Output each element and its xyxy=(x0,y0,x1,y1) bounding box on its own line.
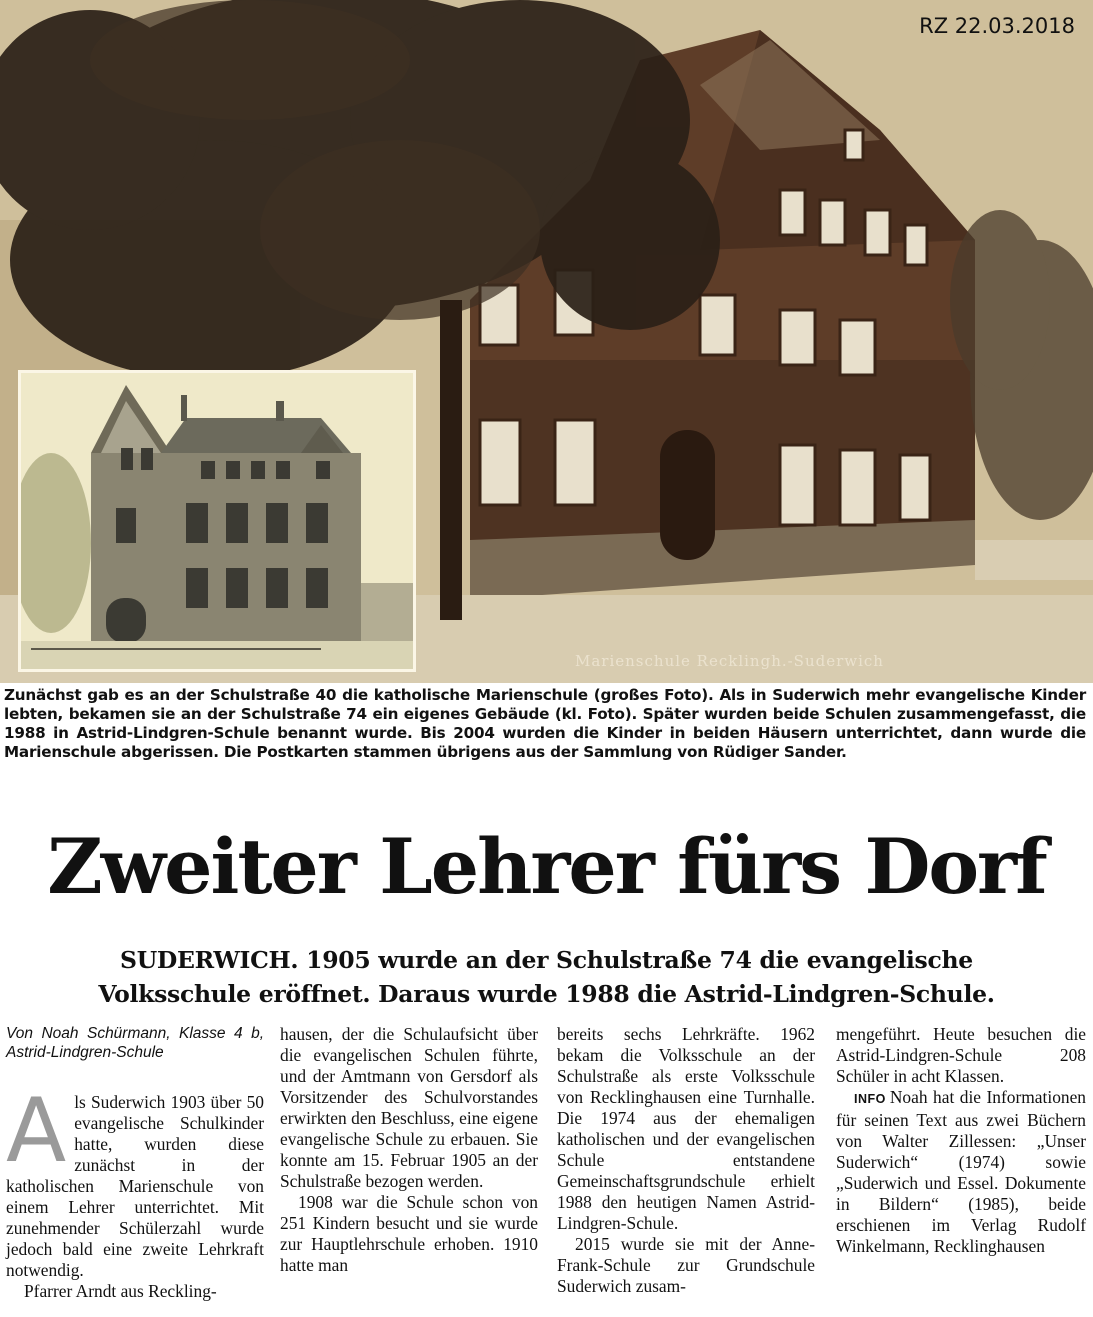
paragraph: hausen, der die Schulaufsicht über die evangelischen Schulen führte, und der Amtmann von Gersdorf als Vorsitzender des Schulvorstandes erwirkten den Beschluss, eine eigene evangelische Schule zu erbauen. Sie konnte am 15. Februar 1905 an der Schulstraße bezogen werden. xyxy=(280,1024,538,1191)
article-subhead: SUDERWICH. 1905 wurde an der Schulstraße 74 die evangelische Volksschule eröffnet. Daraus wurde 1988 die Astrid-Lindgren-Schule. xyxy=(98,946,995,1008)
photo-caption: Zunächst gab es an der Schulstraße 40 die katholische Marienschule (großes Foto). Als in Suderwich mehr evangelische Kinder lebten, bekamen sie an der Schulstraße 74 ein eigenes Gebäude (kl. Foto). Später wurden beide Schulen zusammengefasst, die 1988 in Astrid-Lindgren-Schule benannt wurde. Bis 2004 wurden die Kinder in beiden Häusern unterrichtet, dann wurde die Marienschule abgerissen. Die Postkarten stammen übrigens aus der Sammlung von Rüdiger Sander. xyxy=(4,686,1086,761)
inset-photo-evangelische-schule xyxy=(18,370,416,672)
drop-cap: A xyxy=(6,1079,67,1182)
byline: Von Noah Schürmann, Klasse 4 b, Astrid-Lindgren-Schule xyxy=(6,1025,264,1061)
paragraph: 1908 war die Schule schon von 251 Kindern besucht und sie wurde zur Hauptlehrschule erhoben. 1910 hatte man xyxy=(280,1192,538,1275)
date-stamp: RZ 22.03.2018 xyxy=(919,14,1075,38)
info-label: INFO xyxy=(854,1092,886,1106)
paragraph: bereits sechs Lehrkräfte. 1962 bekam die Volksschule an der Schulstraße als erste Volksschule von Recklinghausen eine Turnhalle. Die 1974 aus der ehemaligen katholischen und der evangelischen Schule entstandene Gemeinschaftsgrundschule erhielt 1988 den heutigen Namen Astrid-Lindgren-Schule. xyxy=(557,1024,815,1233)
paragraph: Als Suderwich 1903 über 50 evangelische Schulkinder hatte, wurden diese zunächst in der katholischen Marienschule von einem Lehrer unterrichtet. Mit zunehmender Schülerzahl wurde jedoch bald eine zweite Lehrkraft notwendig. xyxy=(6,1079,264,1280)
postcard-caption: Marienschule Recklingh.-Suderwich xyxy=(575,652,884,670)
paragraph: Pfarrer Arndt aus Reckling- xyxy=(24,1281,217,1301)
article-column-1 xyxy=(6,1024,264,1302)
info-text: Noah hat die Informationen für seinen Text aus zwei Büchern von Walter Zillessen: „Unser Suderwich“ (1974) sowie „Suderwich und Essel. Dokumente in Bildern“ (1985), beide erschienen im Verlag Rudolf Winkelmann, Recklinghausen xyxy=(836,1087,1086,1256)
article-headline: Zweiter Lehrer fürs Dorf xyxy=(47,822,1046,911)
info-box xyxy=(836,1087,1086,1257)
paragraph: mengeführt. Heute besuchen die Astrid-Lindgren-Schule 208 Schüler in acht Klassen. xyxy=(836,1024,1086,1086)
article-column-2 xyxy=(280,1024,538,1276)
paragraph: 2015 wurde sie mit der Anne-Frank-Schule zur Grundschule Suderwich zusam- xyxy=(557,1234,815,1296)
article-column-3 xyxy=(557,1024,815,1297)
article-column-4 xyxy=(836,1024,1086,1257)
inset-building-illustration xyxy=(21,373,413,669)
